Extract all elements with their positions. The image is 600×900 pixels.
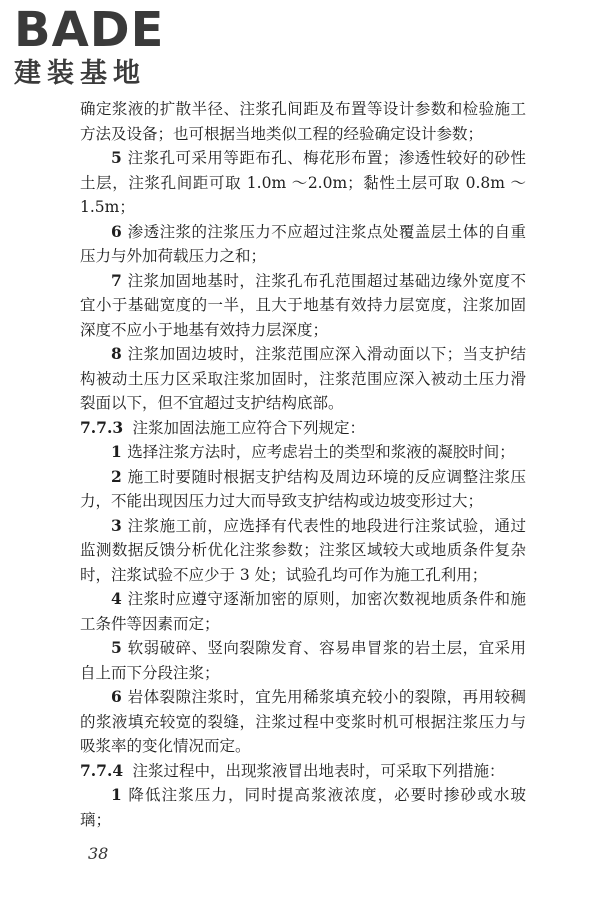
list-item [80, 783, 526, 832]
list-item [80, 269, 526, 343]
bade-logo [14, 4, 184, 92]
list-item [80, 587, 526, 636]
page-number: 38 [88, 844, 109, 863]
paragraph-text: 注浆加固地基时，注浆孔布孔范围超过基础边缘外宽度不宜小于基础宽度的一半，且大于地基有效持力层宽度，注浆加固深度不应小于地基有效持力层深度； [80, 271, 526, 339]
list-item [80, 514, 526, 588]
paragraph-text: 注浆施工前，应选择有代表性的地段进行注浆试验，通过监测数据反馈分析优化注浆参数；注浆区域较大或地质条件复杂时，注浆试验不应少于 3 处；试验孔均可作为施工孔利用； [80, 516, 526, 584]
item-number: 2 [111, 466, 122, 486]
item-number: 1 [111, 442, 122, 461]
clause-number: 7.7.4 [80, 760, 124, 780]
paragraph-continuation [80, 97, 526, 146]
list-item [80, 146, 526, 220]
paragraph-text: 渗透注浆的注浆压力不应超过注浆点处覆盖层土体的自重压力与外加荷载压力之和； [80, 222, 526, 265]
item-number: 6 [111, 687, 122, 706]
paragraph-text: 选择注浆方法时，应考虑岩土的类型和浆液的凝胶时间； [127, 443, 515, 461]
clause-number: 7.7.3 [80, 417, 124, 437]
item-number: 5 [111, 148, 122, 167]
document-body [80, 97, 526, 832]
list-item [80, 465, 526, 514]
paragraph-text: 注浆时应遵守逐渐加密的原则，加密次数视地质条件和施工条件等因素而定； [80, 590, 526, 633]
item-number: 4 [111, 589, 122, 608]
paragraph-text: 注浆加固法施工应符合下列规定： [132, 418, 365, 437]
item-number: 6 [111, 221, 122, 241]
paragraph-text: 降低注浆压力，同时提高浆液浓度，必要时掺砂或水玻璃； [80, 786, 526, 829]
list-item [80, 220, 526, 269]
paragraph-text: 岩体裂隙注浆时，宜先用稀浆填充较小的裂隙，再用较稠的浆液填充较宽的裂缝，注浆过程中变浆时机可根据注浆压力与吸浆率的变化情况而定。 [80, 688, 526, 755]
list-item [80, 440, 526, 465]
list-item [80, 636, 526, 685]
logo-subtitle: 建装基地 [14, 58, 146, 89]
paragraph-text: 软弱破碎、竖向裂隙发育、容易串冒浆的岩土层，宜采用自上而下分段注浆； [80, 639, 526, 682]
paragraph-text: 注浆过程中，出现浆液冒出地表时，可采取下列措施： [132, 761, 505, 780]
item-number: 5 [111, 638, 122, 657]
list-item [80, 342, 526, 416]
item-number: 3 [111, 515, 122, 535]
paragraph-text: 确定浆液的扩散半径、注浆孔间距及布置等设计参数和检验施工方法及设备；也可根据当地类似工程的经验确定设计参数； [80, 100, 526, 143]
list-item [80, 685, 526, 759]
paragraph-text: 注浆孔可采用等距布孔、梅花形布置；渗透性较好的砂性土层，注浆孔间距可取 1.0m ～2.0m；黏性土层可取 0.8m ～1.5m； [80, 149, 526, 216]
paragraph-text: 注浆加固边坡时，注浆范围应深入滑动面以下；当支护结构被动土压力区采取注浆加固时，注浆范围应深入被动土压力滑裂面以下，但不宜超过支护结构底部。 [80, 345, 526, 412]
logo-wordmark: BADE [14, 2, 165, 58]
clause-heading [80, 759, 526, 784]
item-number: 8 [111, 344, 122, 363]
item-number: 1 [111, 785, 122, 804]
clause-heading [80, 416, 526, 441]
paragraph-text: 施工时要随时根据支护结构及周边环境的反应调整注浆压力，不能出现因压力过大而导致支护结构或边坡变形过大； [80, 467, 526, 510]
item-number: 7 [111, 270, 122, 290]
